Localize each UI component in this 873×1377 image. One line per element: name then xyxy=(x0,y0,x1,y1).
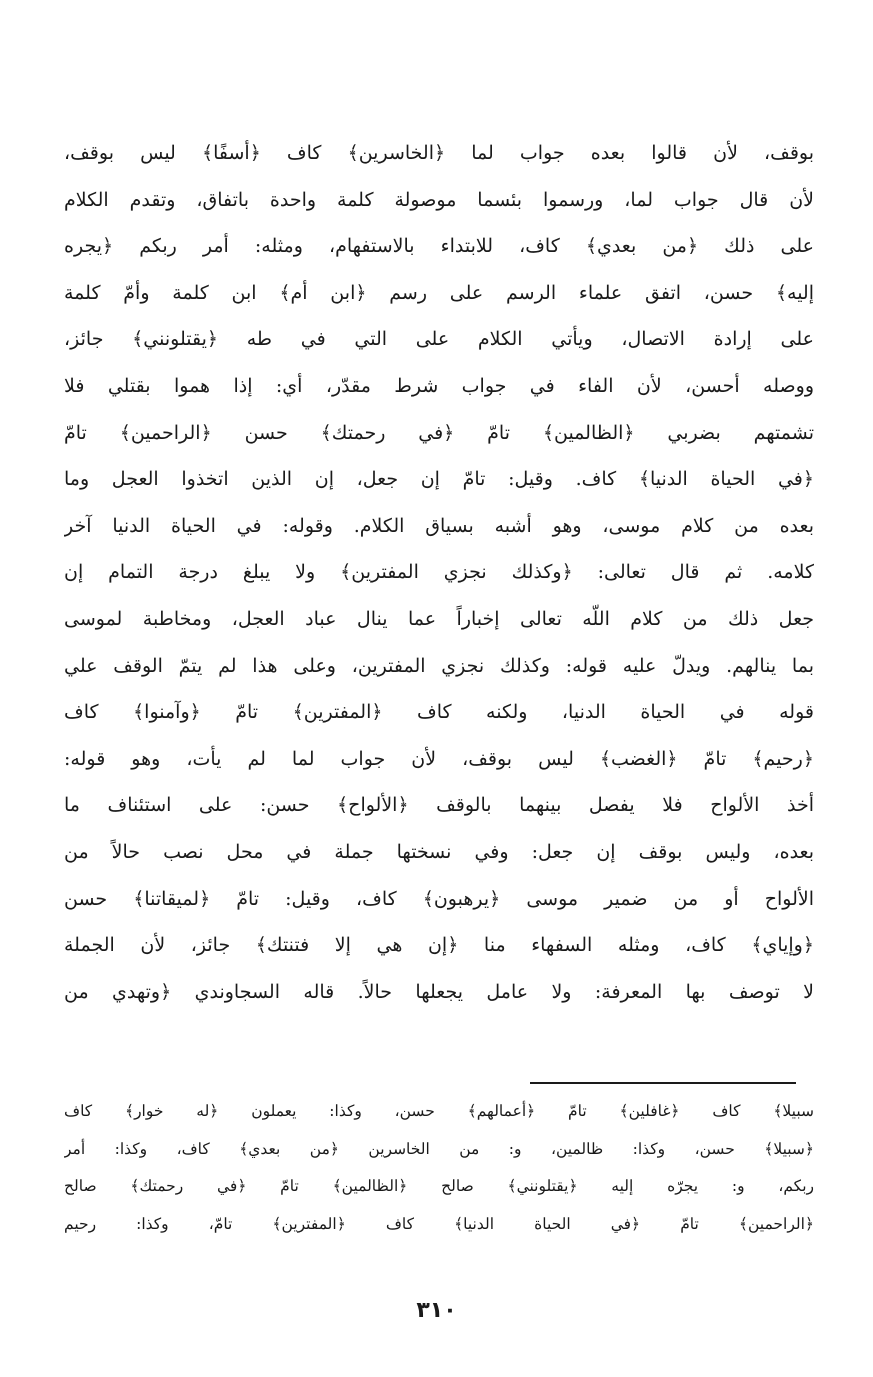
footnote-line: ﴿سبيلا﴾ حسن، وكذا: ظالمين، و: من الخاسرين ﴿من بعدي﴾ كاف، وكذا: أمر xyxy=(64,1139,814,1158)
text-line: لا توصف بها المعرفة: ولا عامل يجعلها حالاً. قاله السجاوندي ﴿وتهدي من xyxy=(64,980,814,1003)
text-line: على إرادة الاتصال، ويأتي الكلام على التي في طه ﴿يقتلونني﴾ جائز، xyxy=(64,328,814,351)
text-line: على ذلك ﴿من بعدي﴾ كاف، للابتداء بالاستفهام، ومثله: أمر ربكم ﴿يجره xyxy=(64,235,814,258)
text-line: لأن قال جواب لما، ورسموا بئسما موصولة كلمة واحدة باتفاق، وتقدم الكلام xyxy=(64,188,814,211)
text-line: بما ينالهم. ويدلّ عليه قوله: وكذلك نجزي المفترين، وعلى هذا لم يتمّ الوقف علي xyxy=(64,654,814,677)
text-line: ﴿في الحياة الدنيا﴾ كاف. وقيل: تامّ إن جعل، إن الذين اتخذوا العجل وما xyxy=(64,468,814,491)
page-number: ٣١٠ xyxy=(416,1298,457,1323)
main-text xyxy=(64,130,814,1015)
footnote-line: ربكم، و: يجرّه إليه ﴿يقتلونني﴾ صالح ﴿الظالمين﴾ تامّ ﴿في رحمتك﴾ صالح xyxy=(64,1177,814,1195)
text-line: كلامه. ثم قال تعالى: ﴿وكذلك نجزي المفترين﴾ ولا يبلغ درجة التمام إن xyxy=(64,561,814,584)
text-line: أخذ الألواح فلا يفصل بينهما بالوقف ﴿الألواح﴾ حسن: على استئناف ما xyxy=(64,794,814,817)
text-line: بعده، وليس بوقف إن جعل: وفي نسختها جملة في محل نصب حالاً من xyxy=(64,840,814,863)
text-line: جعل ذلك من كلام اللّه تعالى إخباراً عما ينال عباد العجل، ومخاطبة لموسى xyxy=(64,607,814,630)
footnote-divider xyxy=(530,1082,796,1084)
text-line: ﴿وإياي﴾ كاف، ومثله السفهاء منا ﴿إن هي إلا فتنتك﴾ جائز، لأن الجملة xyxy=(64,934,814,957)
text-line: الألواح أو من ضمير موسى ﴿يرهبون﴾ كاف، وقيل: تامّ ﴿لميقاتنا﴾ حسن xyxy=(64,887,814,910)
footnote-line: ﴿الراحمين﴾ تامّ ﴿في الحياة الدنيا﴾ كاف ﴿المفترين﴾ تامّ، وكذا: رحيم xyxy=(64,1214,814,1233)
text-line: ووصله أحسن، لأن الفاء في جواب شرط مقدّر، أي: إذا هموا بقتلي فلا xyxy=(64,374,814,397)
text-line: بعده من كلام موسى، وهو أشبه بسياق الكلام. وقوله: في الحياة الدنيا آخر xyxy=(64,514,814,537)
text-line: ﴿رحيم﴾ تامّ ﴿الغضب﴾ ليس بوقف، لأن جواب لما لم يأت، وهو قوله: xyxy=(64,747,814,770)
text-line: إليه﴾ حسن، اتفق علماء الرسم على رسم ﴿ابن أم﴾ ابن كلمة وأمّ كلمة xyxy=(64,281,814,304)
footnotes xyxy=(64,1093,814,1243)
footnote-line: سبيلا﴾ كاف ﴿غافلين﴾ تامّ ﴿أعمالهم﴾ حسن، وكذا: يعملون ﴿له خوار﴾ كاف xyxy=(64,1102,814,1120)
text-line: قوله في الحياة الدنيا، ولكنه كاف ﴿المفترين﴾ تامّ ﴿وآمنوا﴾ كاف xyxy=(64,701,814,724)
text-line: تشمتهم بضربي ﴿الظالمين﴾ تامّ ﴿في رحمتك﴾ حسن ﴿الراحمين﴾ تامّ xyxy=(64,421,814,444)
text-line: بوقف، لأن قالوا بعده جواب لما ﴿الخاسرين﴾ كاف ﴿أسفًا﴾ ليس بوقف، xyxy=(64,142,814,164)
